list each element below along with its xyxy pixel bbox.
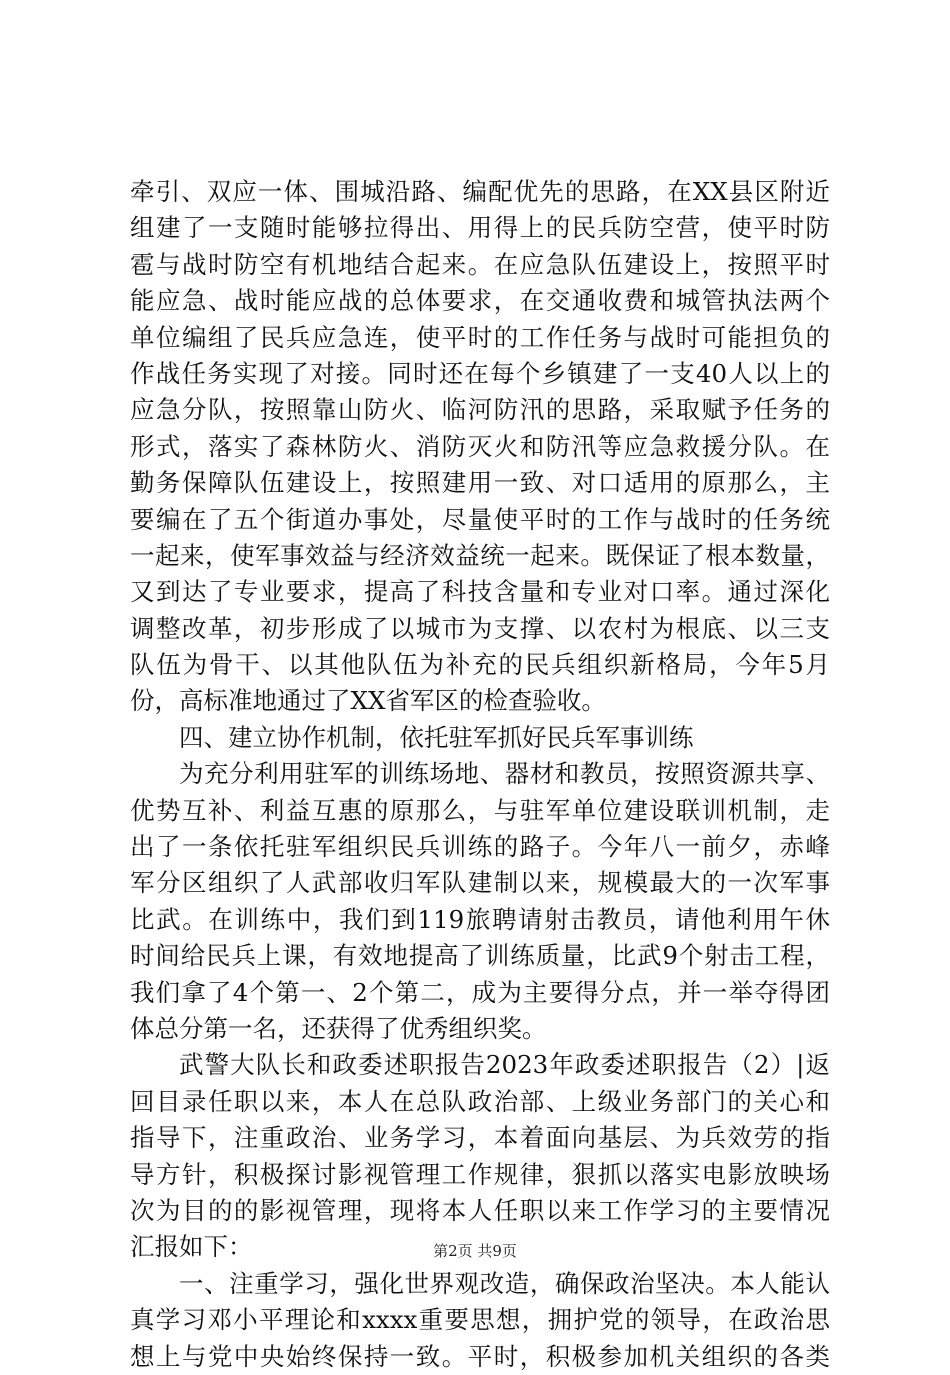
text-line: 雹与战时防空有机地结合起来。在应急队伍建设上，按照平时 [130, 249, 830, 279]
text-line: 军分区组织了人武部收归军队建制以来，规模最大的一次军事 [130, 868, 830, 898]
text-line: 形式，落实了森林防火、消防灭火和防汛等应急救援分队。在 [130, 431, 830, 461]
text-line: 勤务保障队伍建设上，按照建用一致、对口适用的原那么，主 [130, 468, 830, 498]
text-line: 队伍为骨干、以其他队伍为补充的民兵组织新格局，今年5月 [130, 650, 830, 680]
text-line: 份，高标准地通过了XX省军区的检查验收。 [130, 686, 606, 716]
text-line: 单位编组了民兵应急连，使平时的工作任务与战时可能担负的 [130, 322, 830, 352]
text-line: 指导下，注重政治、业务学习，本着面向基层、为兵效劳的指 [130, 1123, 830, 1153]
text-line: 汇报如下： [130, 1232, 253, 1262]
section-heading: 四、建立协作机制，依托驻军抓好民兵军事训练 [179, 722, 694, 752]
text-line: 比武。在训练中，我们到119旅聘请射击教员，请他利用午休 [130, 904, 830, 934]
text-line: 又到达了专业要求，提高了科技含量和专业对口率。通过深化 [130, 577, 830, 607]
text-line: 回目录任职以来，本人在总队政治部、上级业务部门的关心和 [130, 1086, 830, 1116]
text-line: 牵引、双应一体、围城沿路、编配优先的思路，在XX县区附近 [130, 177, 830, 206]
document-body [130, 174, 830, 1375]
text-line: 要编在了五个街道办事处，尽量使平时的工作与战时的任务统 [130, 504, 830, 534]
text-line: 优势互补、利益互惠的原那么，与驻军单位建设联训机制，走 [130, 795, 830, 825]
text-line: 为充分利用驻军的训练场地、器材和教员，按照资源共享、 [179, 759, 830, 789]
text-line: 出了一条依托驻军组织民兵训练的路子。今年八一前夕，赤峰 [130, 832, 830, 862]
text-line: 一起来，使军事效益与经济效益统一起来。既保证了根本数量， [130, 540, 830, 570]
text-line: 组建了一支随时能够拉得出、用得上的民兵防空营，使平时防 [130, 213, 830, 243]
text-line: 一、注重学习，强化世界观改造，确保政治坚决。本人能认 [179, 1268, 830, 1298]
text-line: 武警大队长和政委述职报告2023年政委述职报告（2）|返 [179, 1050, 830, 1080]
text-line: 想上与党中央始终保持一致。平时，积极参加机关组织的各类 [130, 1341, 830, 1371]
text-line: 真学习邓小平理论和xxxx重要思想，拥护党的领导，在政治思 [130, 1305, 830, 1335]
text-line: 次为目的的影视管理，现将本人任职以来工作学习的主要情况 [130, 1195, 830, 1225]
text-line: 我们拿了4个第一、2个第二，成为主要得分点，并一举夺得团 [130, 977, 830, 1007]
page-number-footer: 第2页 共9页 [433, 1242, 517, 1260]
text-line: 调整改革，初步形成了以城市为支撑、以农村为根底、以三支 [130, 613, 830, 643]
text-line: 能应急、战时能应战的总体要求，在交通收费和城管执法两个 [130, 286, 830, 316]
text-line: 时间给民兵上课，有效地提高了训练质量，比武9个射击工程， [130, 941, 830, 971]
text-line: 体总分第一名，还获得了优秀组织奖。 [130, 1013, 547, 1043]
text-line: 作战任务实现了对接。同时还在每个乡镇建了一支40人以上的 [130, 358, 830, 388]
text-line: 导方针，积极探讨影视管理工作规律，狠抓以落实电影放映场 [130, 1159, 830, 1189]
text-line: 应急分队，按照靠山防火、临河防汛的思路，采取赋予任务的 [130, 395, 830, 425]
